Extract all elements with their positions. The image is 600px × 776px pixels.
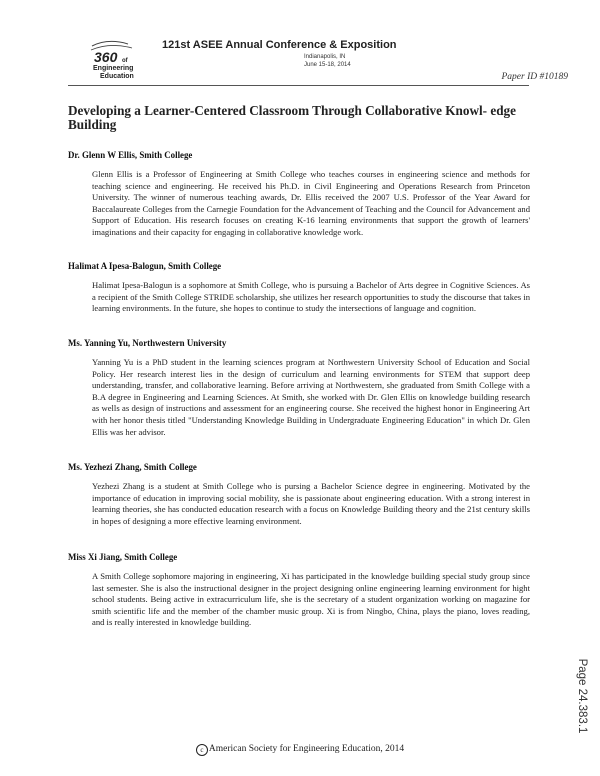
svg-text:360: 360 [94,49,118,65]
author-section [68,261,530,315]
header-divider [68,85,529,86]
svg-text:Education: Education [100,73,134,80]
footer [0,744,600,756]
author-bio: Yanning Yu is a PhD student in the learning sciences program at Northwestern University School of Education and Social Policy. Her research interest lies in the design of curriculum and learning environments for STEM that support deep understanding, transfer, and collaborative learning. Before arriving at Northwestern, she graduated from Smith College with a B.A degree in Engineering and Learning Sciences. At Smith, she worked with Dr. Glen Ellis on knowledge building research as wells as design of instructions and assessment for an engineering course. She received the highest honor in Engineering Art with her honor thesis titled "Understanding Knowledge Building in Undergraduate Engineering Education" in which Dr. Glen Ellis was her advisor. [92,357,530,437]
copyright-icon: c [196,744,208,756]
conference-dates: June 15-18, 2014 [304,62,351,68]
author-bio: Yezhezi Zhang is a student at Smith College who is pursing a Bachelor Science degree in engineering. Motivated by the importance of education in improving social mobility, she is passionate about engineering education. With a strong interest in learning theories, she has conducted education research with a focus on Knowledge Building theory and the 21st century skills in hopes of designing a more effective learning environment. [92,481,530,526]
paper-id: Paper ID #10189 [501,72,568,82]
author-section [68,338,530,438]
svg-text:of: of [122,58,128,64]
author-name: Miss Xi Jiang, Smith College [68,552,178,562]
author-section [68,552,530,629]
author-bio: Halimat Ipesa-Balogun is a sophomore at Smith College, who is pursuing a Bachelor of Arts degree in Cognitive Sciences. As a recipient of the Smith College STRIDE scholarship, she utilizes her research opportunities to study the discourse that takes in learning environments. In the future, she hopes to continue to study the intersections of language and cognition. [92,280,530,314]
svg-text:Engineering: Engineering [93,65,134,72]
author-name: Dr. Glenn W Ellis, Smith College [68,150,193,160]
author-name: Halimat A Ipesa-Balogun, Smith College [68,261,222,271]
author-bio: Glenn Ellis is a Professor of Engineering at Smith College who teaches courses in engineering science and methods for teaching science and engineering. He received his Ph.D. in Civil Engineering and Operations Research from Princeton University. The winner of numerous teaching awards, Dr. Ellis received the 2007 U.S. Professor of the Year Award for Baccalaureate Colleges from the Carnegie Foundation for the Advancement of Teaching and the Council for Advancement and Support of Education. His research focuses on creating K-16 learning environments that support the growth of learners' imaginations and their capacity for engaging in collaborative knowledge work. [92,169,530,237]
side-page-number [575,636,589,756]
author-name: Ms. Yanning Yu, Northwestern University [68,338,227,348]
footer-text: American Society for Engineering Education, 2014 [208,744,405,754]
paper-title: Developing a Learner-Centered Classroom Through Collaborative Knowl- edge Building [68,103,516,132]
author-name: Ms. Yezhezi Zhang, Smith College [68,462,197,472]
author-bio: A Smith College sophomore majoring in engineering, Xi has participated in the knowledge building special study group since last semester. She is also the instructional designer in the project designing online engineering learning environment for hight school students. Being active in extracurriculum life, she is the secretary of a student organization working on magazine for smith scientific life and the member of the chamber music group. Xi is from Ningbo, China, plays the piano, loves reading, and is really interested in knowledge building. [92,571,530,628]
conference-city: Indianapolis, IN [304,54,346,60]
asee-360-logo [88,40,158,80]
author-section [68,462,530,527]
side-page-number-text: Page 24.383.1 [576,658,588,734]
author-section [68,150,530,239]
conference-header [68,30,568,82]
conference-title: 121st ASEE Annual Conference & Exposition [162,39,397,51]
